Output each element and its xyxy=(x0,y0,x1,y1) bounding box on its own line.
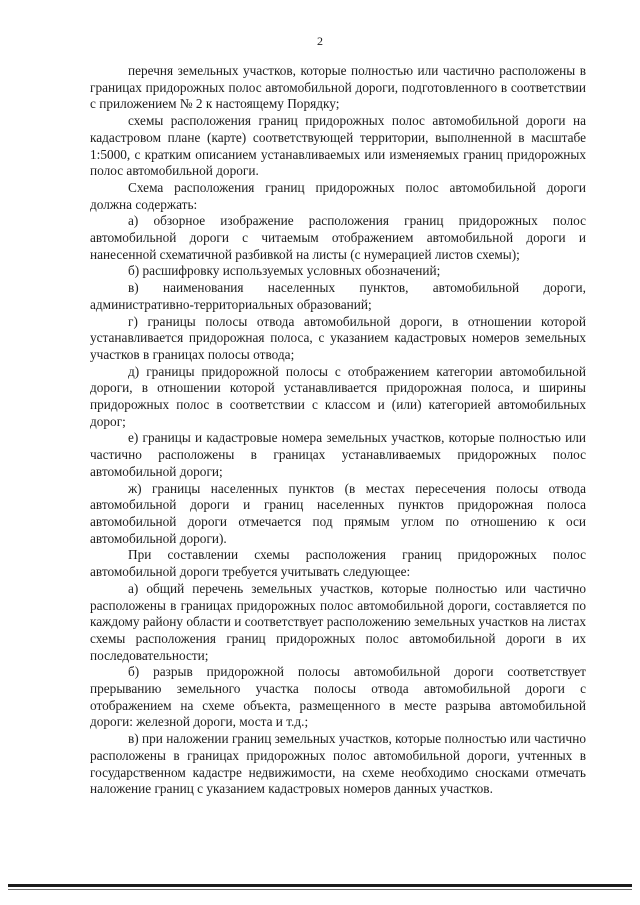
paragraph: в) при наложении границ земельных участков, которые полностью или частично расположены в границах придорожных полос автомобильной дороги, учтенных в государственном кадастре недвижимости, на схеме необходимо сносками отмечать наложение границ с указанием кадастровых номеров данных участков. xyxy=(90,731,586,797)
paragraph: г) границы полосы отвода автомобильной дороги, в отношении которой устанавливается придорожная полоса, с указанием кадастровых номеров земельных участков в границах полосы отвода; xyxy=(90,313,586,362)
bottom-rule-thin xyxy=(8,889,632,890)
paragraph: б) расшифровку используемых условных обозначений; xyxy=(128,263,441,279)
paragraph: схемы расположения границ придорожных полос автомобильной дороги на кадастровом плане (карте) соответствующей территории, выполненной в масштабе 1:5000, с кратким описанием устанавливаемых или изменяемых границ придорожных полос автомобильной дороги. xyxy=(90,113,586,179)
paragraph: б) разрыв придорожной полосы автомобильной дороги соответствует прерыванию земельного участка полосы отвода автомобильной дороги с отображением на схеме объекта, размещенного в месте разрыва автомобильной дороги: железной дороги, моста и т.д.; xyxy=(90,664,586,730)
paragraph: Схема расположения границ придорожных полос автомобильной дороги должна содержать: xyxy=(90,179,586,212)
paragraph: а) общий перечень земельных участков, которые полностью или частично расположены в границах придорожных полос автомобильной дороги, составляется по каждому району области и соответствует расположению земельных участков на листах схемы расположения границ придорожных полос автомобильной дороги в их последовательности; xyxy=(90,580,586,663)
paragraph: в) наименования населенных пунктов, автомобильной дороги, административно-территориальных образований; xyxy=(90,280,586,312)
paragraph: д) границы придорожной полосы с отображением категории автомобильной дороги, в отношении которой устанавливается придорожная полоса, и ширины придорожных полос в соответствии с классом и (или) категорией автомобильных дорог; xyxy=(90,363,586,429)
page-number: 2 xyxy=(317,34,323,48)
paragraph: ж) границы населенных пунктов (в местах пересечения полосы отвода автомобильной дороги и границ населенных пунктов придорожная полоса автомобильной дороги отмечается под прямым углом по отношению к оси автомобильной дороги). xyxy=(90,480,586,546)
paragraph: перечня земельных участков, которые полностью или частично расположены в границах придорожных полос автомобильной дороги, подготовленного в соответствии с приложением № 2 к настоящему Порядку; xyxy=(90,63,586,112)
bottom-rule xyxy=(8,884,632,887)
paragraph: а) обзорное изображение расположения границ придорожных полос автомобильной дороги с читаемым отображением автомобильной дороги и нанесенной схематичной разбивкой на листы (с нумерацией листов схемы); xyxy=(90,213,586,262)
paragraph: е) границы и кадастровые номера земельных участков, которые полностью или частично расположены в границах устанавливаемых придорожных полос автомобильной дороги; xyxy=(90,430,586,479)
paragraph: При составлении схемы расположения границ придорожных полос автомобильной дороги требуется учитывать следующее: xyxy=(90,547,586,580)
document-body xyxy=(90,63,586,798)
